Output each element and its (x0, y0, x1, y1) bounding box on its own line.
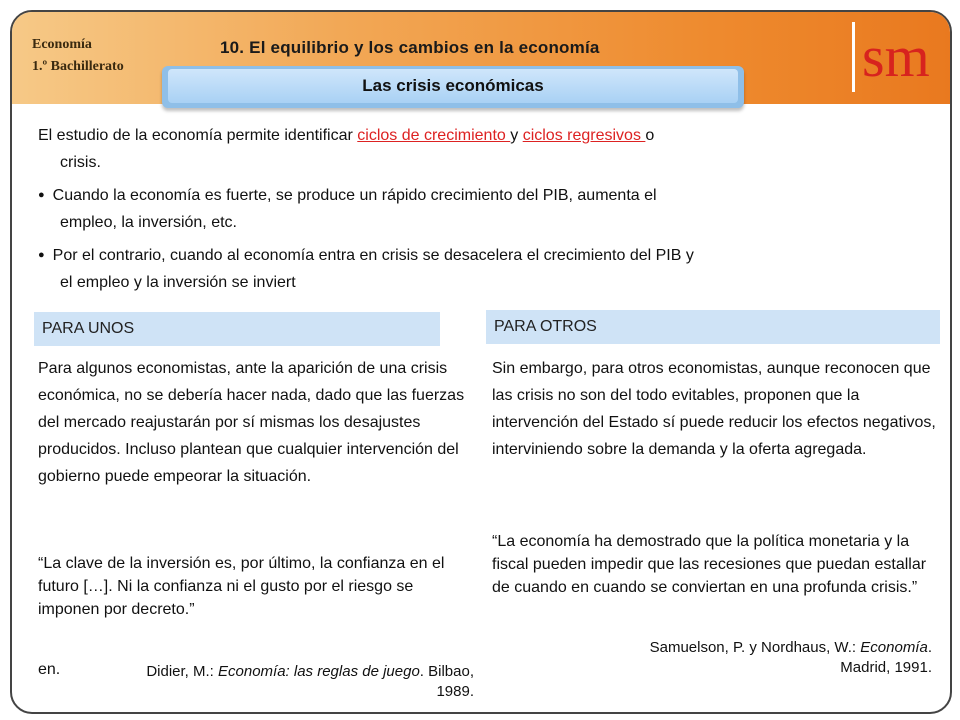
link-ciclos-crecimiento[interactable]: ciclos de crecimiento (357, 127, 511, 144)
right-body-text: Sin embargo, para otros economistas, aunque reconocen que las crisis no son del todo evitables, proponen que la intervención del Estado sí puede reducir los efectos negativos, interviniendo sobre la demanda y la oferta agregada. (492, 360, 936, 458)
right-column-heading: PARA OTROS (486, 310, 940, 344)
section-title-box (162, 66, 744, 108)
left-column-heading: PARA UNOS (34, 312, 440, 346)
link-ciclos-regresivos[interactable]: ciclos regresivos (522, 127, 646, 144)
bullet-item-cont: el empleo y la inversión se inviert (60, 274, 296, 291)
right-quote-text: “La economía ha demostrado que la política monetaria y la fiscal pueden impedir que las recesiones que puedan estallar de cuando en cuando se conviertan en una profunda crisis.” (492, 533, 927, 596)
right-column-quote (492, 530, 936, 599)
bullet-item: ● Por el contrario, cuando al economía entra en crisis se desacelera el crecimiento del PIB y (38, 247, 694, 264)
left-column-body (38, 355, 480, 490)
intro-paragraph: El estudio de la economía permite identificar ciclos de crecimiento y ciclos regresivos o (38, 127, 655, 144)
right-citation-line1: Samuelson, P. y Nordhaus, W.: Economía. (649, 639, 932, 656)
left-overflow-fragment: en. (38, 661, 61, 678)
intro-paragraph-cont: crisis. (60, 154, 101, 171)
bullet-item-cont: empleo, la inversión, etc. (60, 214, 237, 231)
right-column-body (492, 355, 936, 463)
right-citation-line2: Madrid, 1991. (840, 659, 932, 676)
section-title: Las crisis económicas (168, 69, 738, 103)
sm-logo (850, 20, 942, 94)
course-level: 1.º Bachillerato (32, 59, 124, 74)
bullet-dot-icon: ● (38, 249, 45, 261)
subject-label (32, 34, 124, 78)
subject-name: Economía (32, 37, 92, 52)
left-body-text: Para algunos economistas, ante la aparición de una crisis económica, no se debería hacer nada, dado que las fuerzas del mercado reajustarán por sí mismas los desajustes producidos. Incluso plantean que cualquier intervención del gobierno puede empeorar la situación. (38, 360, 465, 485)
left-citation (52, 662, 474, 702)
left-citation-year: 1989. (436, 683, 474, 700)
bullet-dot-icon: ● (38, 189, 45, 201)
left-citation-line1: Didier, M.: Economía: las reglas de juego. Bilbao, (146, 663, 474, 680)
slide-frame (10, 10, 952, 714)
right-citation (512, 638, 932, 678)
bullet-item: ● Cuando la economía es fuerte, se produce un rápido crecimiento del PIB, aumenta el (38, 187, 657, 204)
left-quote-text: “La clave de la inversión es, por último, la confianza en el futuro […]. Ni la confianza ni el gusto por el riesgo se imponen por decreto.” (38, 555, 445, 618)
intro-text (38, 122, 938, 296)
unit-title: 10. El equilibrio y los cambios en la economía (220, 38, 600, 57)
left-column-quote (38, 552, 478, 621)
logo-text: sm (862, 24, 930, 89)
